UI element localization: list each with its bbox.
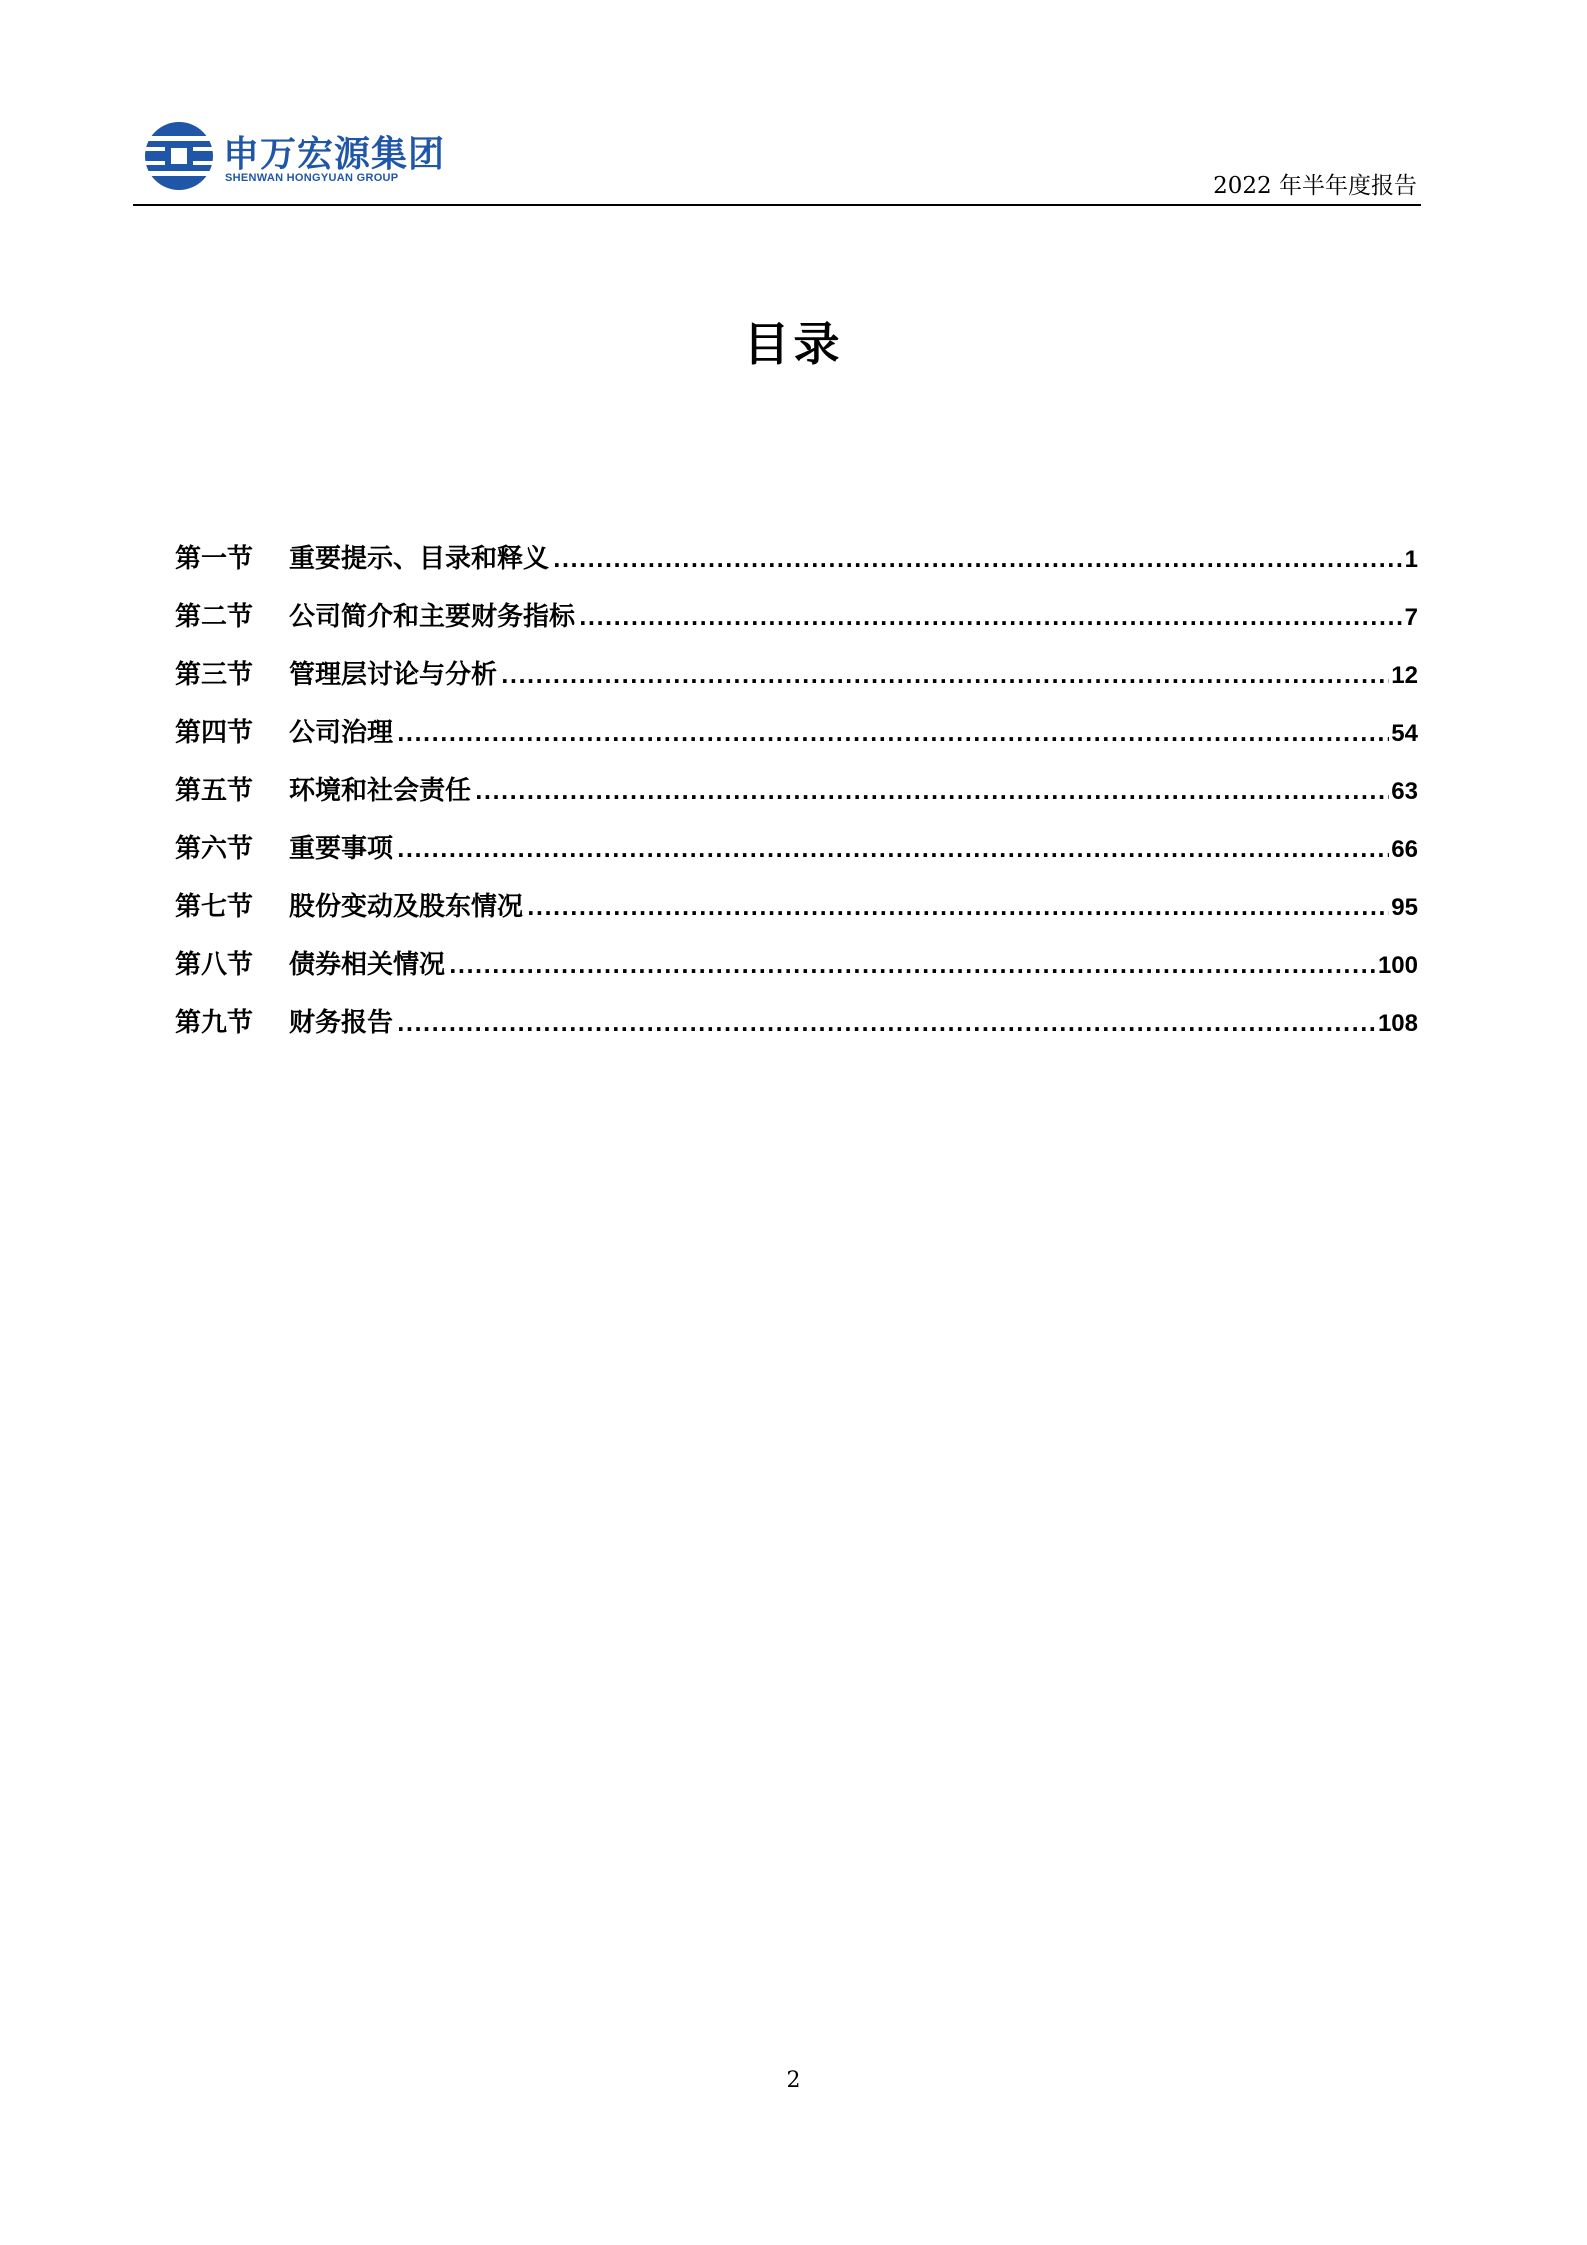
toc-section-name: 公司治理 — [289, 718, 394, 748]
toc-section-name: 重要事项 — [289, 834, 394, 864]
toc-leader-dots — [501, 664, 1389, 688]
toc-section-label: 第八节 — [175, 950, 254, 980]
toc-page-number: 1 — [1404, 546, 1418, 573]
toc-title: 目录 — [743, 317, 844, 371]
toc-section-name: 股份变动及股东情况 — [289, 892, 524, 922]
toc-section-label: 第四节 — [175, 718, 254, 748]
toc-leader-dots — [397, 722, 1389, 746]
toc-leader-dots — [397, 838, 1389, 862]
page-header — [133, 112, 1421, 206]
toc-section-label: 第七节 — [175, 892, 254, 922]
toc-page-number: 54 — [1391, 720, 1418, 747]
toc-section-label: 第九节 — [175, 1008, 254, 1038]
toc-leader-dots — [527, 896, 1389, 920]
toc-entry-5[interactable] — [175, 770, 1418, 828]
table-of-contents — [175, 538, 1418, 1060]
toc-page-number: 108 — [1377, 1010, 1418, 1037]
logo-text-en: SHENWAN HONGYUAN GROUP — [225, 172, 399, 184]
toc-entry-7[interactable] — [175, 886, 1418, 944]
toc-entry-6[interactable] — [175, 828, 1418, 886]
toc-section-label: 第二节 — [175, 602, 254, 632]
toc-entry-8[interactable] — [175, 944, 1418, 1002]
toc-page-number: 63 — [1391, 778, 1418, 805]
toc-leader-dots — [449, 954, 1376, 978]
toc-page-number: 66 — [1391, 836, 1418, 863]
toc-page-number: 95 — [1391, 894, 1418, 921]
toc-section-label: 第五节 — [175, 776, 254, 806]
page-number: 2 — [786, 2068, 801, 2093]
toc-entry-1[interactable] — [175, 538, 1418, 596]
toc-section-label: 第一节 — [175, 544, 254, 574]
toc-leader-dots — [579, 606, 1403, 630]
toc-page-number: 100 — [1377, 952, 1418, 979]
toc-section-name: 公司简介和主要财务指标 — [289, 602, 576, 632]
report-title: 2022 年半年度报告 — [1213, 173, 1417, 199]
toc-section-name: 环境和社会责任 — [289, 776, 472, 806]
toc-section-label: 第六节 — [175, 834, 254, 864]
toc-entry-9[interactable] — [175, 1002, 1418, 1060]
toc-page-number: 12 — [1391, 662, 1418, 689]
toc-leader-dots — [397, 1012, 1376, 1036]
toc-entry-2[interactable] — [175, 596, 1418, 654]
company-logo — [143, 120, 446, 192]
toc-section-name: 财务报告 — [289, 1008, 394, 1038]
logo-emblem-icon — [143, 120, 215, 192]
toc-page-number: 7 — [1404, 604, 1418, 631]
toc-section-name: 管理层讨论与分析 — [289, 660, 498, 690]
toc-section-name: 重要提示、目录和释义 — [289, 544, 550, 574]
logo-text-cn: 申万宏源集团 — [223, 134, 446, 175]
toc-section-name: 债券相关情况 — [289, 950, 446, 980]
toc-leader-dots — [475, 780, 1389, 804]
toc-leader-dots — [553, 548, 1403, 572]
toc-section-label: 第三节 — [175, 660, 254, 690]
toc-entry-4[interactable] — [175, 712, 1418, 770]
toc-entry-3[interactable] — [175, 654, 1418, 712]
